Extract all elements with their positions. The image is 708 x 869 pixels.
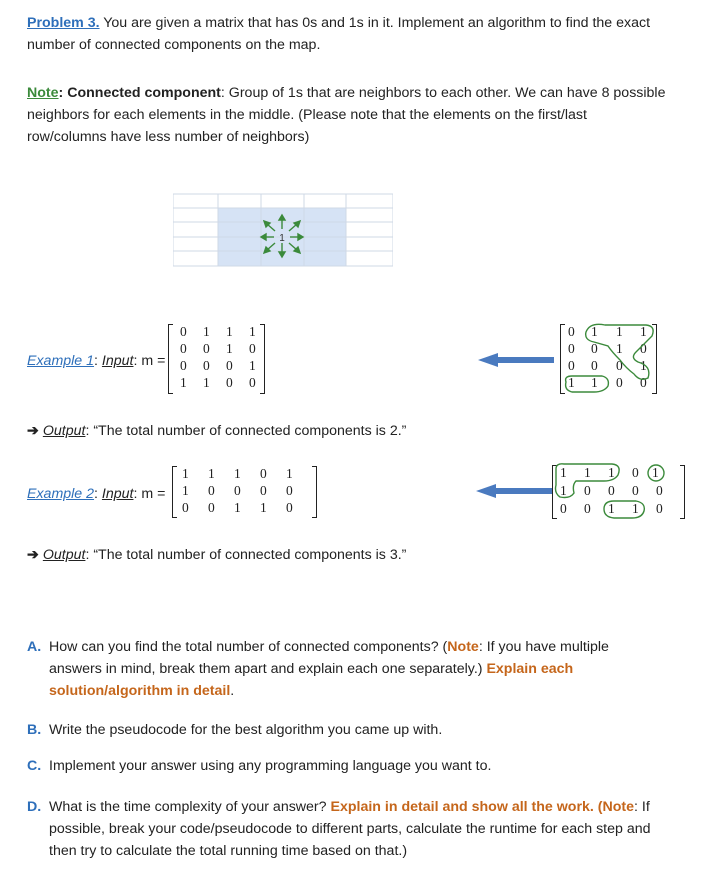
annotated-cell: 0 (568, 358, 575, 373)
question-a-line-2: answers in mind, break them apart and explain each one separately.) (49, 661, 487, 677)
question-a-dot: . (230, 683, 235, 699)
matrix-cell: 1 (203, 375, 210, 390)
note-term: Connected component (67, 85, 221, 101)
annotated-cell: 0 (568, 324, 575, 339)
example-2-title: Example 2 (27, 486, 95, 502)
note-colon: : (58, 85, 68, 101)
matrix-cell: 1 (203, 324, 210, 339)
example-1-output (27, 422, 406, 440)
question-b (27, 719, 687, 741)
annotated-cell: 0 (608, 483, 615, 498)
question-a (27, 636, 687, 702)
problem-statement (27, 12, 687, 56)
matrix-cell: 1 (260, 500, 267, 515)
matrix-cell: 0 (249, 375, 256, 390)
output-arrow-icon: ➔ (27, 423, 39, 439)
matrix-cell: 0 (180, 358, 187, 373)
annotated-cell: 1 (591, 375, 598, 390)
question-c-letter: C. (27, 758, 42, 774)
question-d-note: Note (602, 799, 635, 815)
annotated-cell: 0 (656, 501, 663, 516)
question-c (27, 755, 687, 777)
example-2-assign: : m = (133, 486, 166, 502)
left-arrow-icon (478, 353, 554, 367)
annotated-cell: 1 (652, 465, 659, 480)
note-line-3: row/columns have less number of neighbors) (27, 129, 310, 145)
question-d-line-3: then try to calculate the total running time based on that.) (49, 843, 408, 859)
note-label: Note (27, 85, 59, 101)
output-arrow-icon: ➔ (27, 547, 39, 563)
question-a-line-1-rest: : If you have multiple (478, 639, 609, 655)
example-1-matrix (168, 322, 268, 396)
annotated-cell: 0 (632, 465, 639, 480)
matrix-cell: 1 (208, 466, 215, 481)
question-b-letter: B. (27, 722, 42, 738)
matrix-cell: 0 (249, 341, 256, 356)
question-a-explain: Explain each (486, 661, 574, 677)
question-c-text: Implement your answer using any programming language you want to. (49, 758, 492, 774)
example-1-output-text: : “The total number of connected components is 2.” (85, 423, 407, 439)
annotated-cell: 1 (608, 501, 615, 516)
annotated-cell: 1 (568, 375, 575, 390)
example-2-output (27, 546, 406, 564)
question-b-text: Write the pseudocode for the best algorithm you came up with. (49, 722, 443, 738)
example-2-annotated-matrix (552, 463, 702, 521)
example-1-annotated-matrix (560, 322, 660, 396)
question-d-line-2: possible, break your code/pseudocode to different parts, calculate the runtime for each step and (49, 821, 651, 837)
annotated-cell: 0 (640, 341, 647, 356)
matrix-cell: 0 (180, 341, 187, 356)
matrix-cell: 1 (286, 466, 293, 481)
question-d (27, 796, 687, 862)
component-outline-1 (560, 322, 660, 396)
question-a-line-3: solution/algorithm in detail (49, 683, 231, 699)
example-2-output-label: Output (42, 547, 86, 563)
matrix-cell: 0 (203, 358, 210, 373)
annotated-cell: 1 (616, 341, 623, 356)
annotated-cell: 0 (616, 375, 623, 390)
problem-label: Problem 3. (27, 15, 100, 31)
problem-intro-1: You are given a matrix that has 0s and 1s in it. Implement an algorithm to find the exact (99, 15, 651, 31)
example-2-input-label: Input (101, 486, 134, 502)
note-line-2: neighbors for each elements in the middle. (Please note that the elements on the first/last (27, 107, 587, 123)
matrix-cell: 0 (203, 341, 210, 356)
matrix-cell: 1 (249, 358, 256, 373)
matrix-cell: 1 (226, 341, 233, 356)
example-2-output-text: : “The total number of connected components is 3.” (85, 547, 407, 563)
annotated-cell: 0 (568, 341, 575, 356)
note-paragraph (27, 82, 692, 148)
neighbor-grid-diagram (173, 193, 393, 268)
matrix-cell: 1 (249, 324, 256, 339)
question-d-explain: Explain in detail and show all the work. (330, 799, 594, 815)
note-line-1: : Group of 1s that are neighbors to each other. We can have 8 possible (220, 85, 666, 101)
annotated-cell: 1 (608, 465, 615, 480)
example-2-matrix (172, 464, 322, 520)
problem-intro-2: number of connected components on the map. (27, 37, 321, 53)
example-1-assign: : m = (133, 353, 166, 369)
annotated-cell: 1 (632, 501, 639, 516)
matrix-cell: 1 (234, 500, 241, 515)
annotated-cell: 1 (560, 483, 567, 498)
question-d-note-open: ( (593, 799, 603, 815)
annotated-cell: 0 (632, 483, 639, 498)
matrix-cell: 0 (234, 483, 241, 498)
question-a-note: Note (447, 639, 479, 655)
matrix-cell: 0 (226, 358, 233, 373)
matrix-cell: 0 (226, 375, 233, 390)
matrix-cell: 0 (180, 324, 187, 339)
annotated-cell: 0 (640, 375, 647, 390)
annotated-cell: 1 (616, 324, 623, 339)
example-1-input-label: Input (101, 353, 134, 369)
question-d-letter: D. (27, 799, 42, 815)
annotated-cell: 1 (640, 324, 647, 339)
matrix-cell: 1 (234, 466, 241, 481)
matrix-cell: 1 (182, 483, 189, 498)
example-1-output-label: Output (42, 423, 86, 439)
example-2-label (27, 485, 165, 503)
annotated-cell: 0 (656, 483, 663, 498)
annotated-cell: 0 (591, 358, 598, 373)
matrix-cell: 0 (208, 483, 215, 498)
matrix-cell: 1 (182, 466, 189, 481)
annotated-cell: 1 (584, 465, 591, 480)
matrix-cell: 0 (260, 483, 267, 498)
left-arrow-icon (476, 484, 552, 498)
matrix-cell: 0 (286, 483, 293, 498)
matrix-cell: 0 (208, 500, 215, 515)
question-a-line-1: How can you find the total number of connected components? ( (49, 639, 448, 655)
annotated-cell: 0 (616, 358, 623, 373)
annotated-cell: 1 (640, 358, 647, 373)
annotated-cell: 0 (591, 341, 598, 356)
matrix-cell: 1 (180, 375, 187, 390)
matrix-cell: 1 (226, 324, 233, 339)
example-1-title: Example 1 (27, 353, 95, 369)
matrix-cell: 0 (260, 466, 267, 481)
center-cell-value: 1 (279, 233, 285, 244)
annotated-cell: 0 (584, 483, 591, 498)
annotated-cell: 0 (560, 501, 567, 516)
annotated-cell: 1 (591, 324, 598, 339)
question-a-letter: A. (27, 639, 42, 655)
example-1-label (27, 352, 165, 370)
example-2-sep: : (94, 486, 102, 502)
matrix-cell: 0 (286, 500, 293, 515)
annotated-cell: 1 (560, 465, 567, 480)
question-d-note-rest: : If (634, 799, 650, 815)
question-d-line-1: What is the time complexity of your answer? (49, 799, 331, 815)
component-outline-2 (552, 463, 702, 521)
annotated-cell: 0 (584, 501, 591, 516)
matrix-cell: 0 (182, 500, 189, 515)
example-1-sep: : (94, 353, 102, 369)
